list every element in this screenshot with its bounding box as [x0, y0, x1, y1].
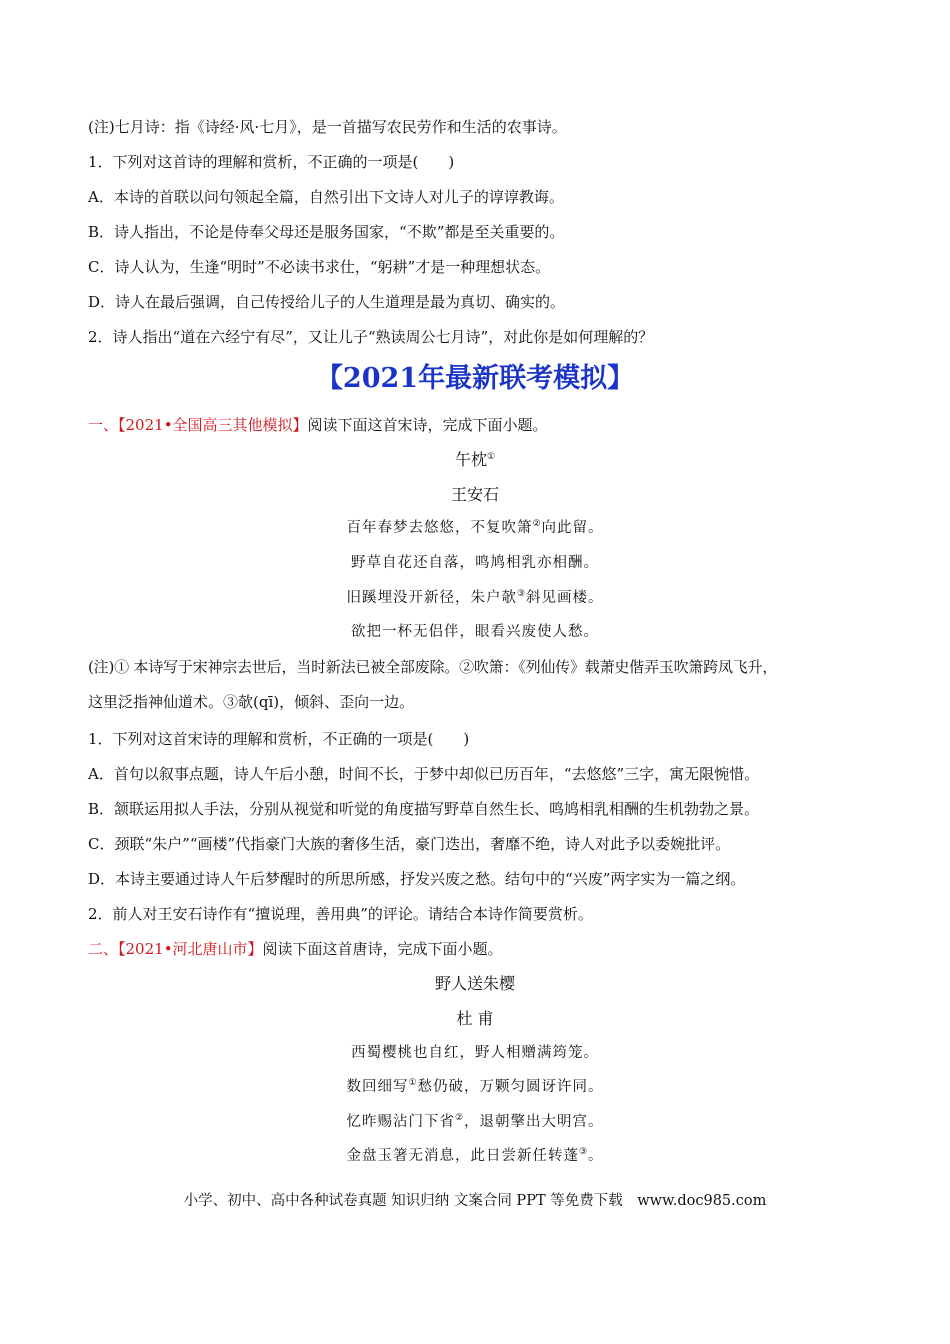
option-a: A．本诗的首联以问句领起全篇，自然引出下文诗人对儿子的谆谆教诲。 [88, 188, 564, 206]
poem-line: 数回细写①愁仍破，万颗匀圆讶许同。 [346, 1078, 604, 1095]
question-2: 2．前人对王安石诗作有“擅说理，善用典”的评论。请结合本诗作简要赏析。 [88, 905, 593, 923]
option-b: B．颔联运用拟人手法，分别从视觉和听觉的角度描写野草自然生长、鸣鸠相乳相酬的生机勃勃之景。 [88, 800, 760, 818]
question-1: 1．下列对这首宋诗的理解和赏析，不正确的一项是( ) [88, 730, 470, 748]
item-source: 【2021•全国高三其他模拟】 [118, 416, 308, 434]
poem-line: 旧蹊埋没开新径，朱户欹③斜见画楼。 [346, 589, 604, 606]
option-a: A．首句以叙事点题，诗人午后小憩，时间不长，于梦中却似已历百年，“去悠悠”三字，寓无限惋惜。 [88, 765, 760, 783]
option-d: D．本诗主要通过诗人午后梦醒时的所思所感，抒发兴废之愁。结句中的“兴废”两字实为一篇之纲。 [88, 870, 746, 888]
item-intro: 阅读下面这首宋诗，完成下面小题。 [307, 416, 548, 434]
option-d: D．诗人在最后强调，自己传授给儿子的人生道理是最为真切、确实的。 [88, 293, 566, 311]
poem-note-1: (注)① 本诗写于宋神宗去世后，当时新法已被全部废除。②吹箫：《列仙传》载萧史偕弄玉吹箫跨凤飞升， [88, 658, 778, 676]
poem-line: 金盘玉箸无消息，此日尝新任转蓬③。 [346, 1147, 604, 1164]
poem-note-2: 这里泛指神仙道术。③欹(qī)，倾斜、歪向一边。 [88, 693, 415, 711]
item-1-header [88, 415, 548, 435]
poem-line: 百年春梦去悠悠，不复吹箫②向此留。 [346, 519, 604, 536]
poem-note: (注)七月诗：指《诗经·风·七月》，是一首描写农民劳作和生活的农事诗。 [88, 118, 567, 136]
poem-title: 午枕① [454, 450, 496, 469]
footnote-marker: ① [486, 452, 496, 462]
question-2: 2．诗人指出“道在六经宁有尽”，又让儿子“熟读周公七月诗”，对此你是如何理解的？ [88, 328, 654, 346]
page-footer: 小学、初中、高中各种试卷真题 知识归纳 文案合同 PPT 等免费下载 www.doc985.com [183, 1193, 767, 1209]
option-c: C．颈联“朱户”“画楼”代指豪门大族的奢侈生活，豪门迭出，奢靡不绝，诗人对此予以委婉批评。 [88, 835, 731, 853]
option-b: B．诗人指出，不论是侍奉父母还是服务国家，“不欺”都是至关重要的。 [88, 223, 565, 241]
section-heading: 【2021年最新联考模拟】 [315, 363, 635, 394]
item-intro: 阅读下面这首唐诗，完成下面小题。 [262, 940, 503, 958]
option-c: C．诗人认为，生逢“明时”不必读书求仕，“躬耕”才是一种理想状态。 [88, 258, 551, 276]
poem-title: 野人送朱樱 [434, 974, 515, 993]
item-number: 二、 [88, 940, 119, 958]
poem-line: 野草自花还自落，鸣鸠相乳亦相酬。 [351, 555, 599, 571]
item-number: 一、 [88, 416, 119, 434]
poem-line: 忆昨赐沾门下省②，退朝擎出大明宫。 [346, 1113, 604, 1130]
poem-author: 王安石 [450, 485, 499, 504]
question-1: 1．下列对这首诗的理解和赏析，不正确的一项是( ) [88, 153, 455, 171]
item-2-header [88, 939, 503, 959]
poem-author: 杜 甫 [456, 1009, 494, 1028]
item-source: 【2021•河北唐山市】 [118, 940, 263, 958]
poem-line: 西蜀樱桃也自红，野人相赠满筠笼。 [351, 1045, 599, 1061]
poem-line: 欲把一杯无侣伴，眼看兴废使人愁。 [351, 624, 599, 640]
